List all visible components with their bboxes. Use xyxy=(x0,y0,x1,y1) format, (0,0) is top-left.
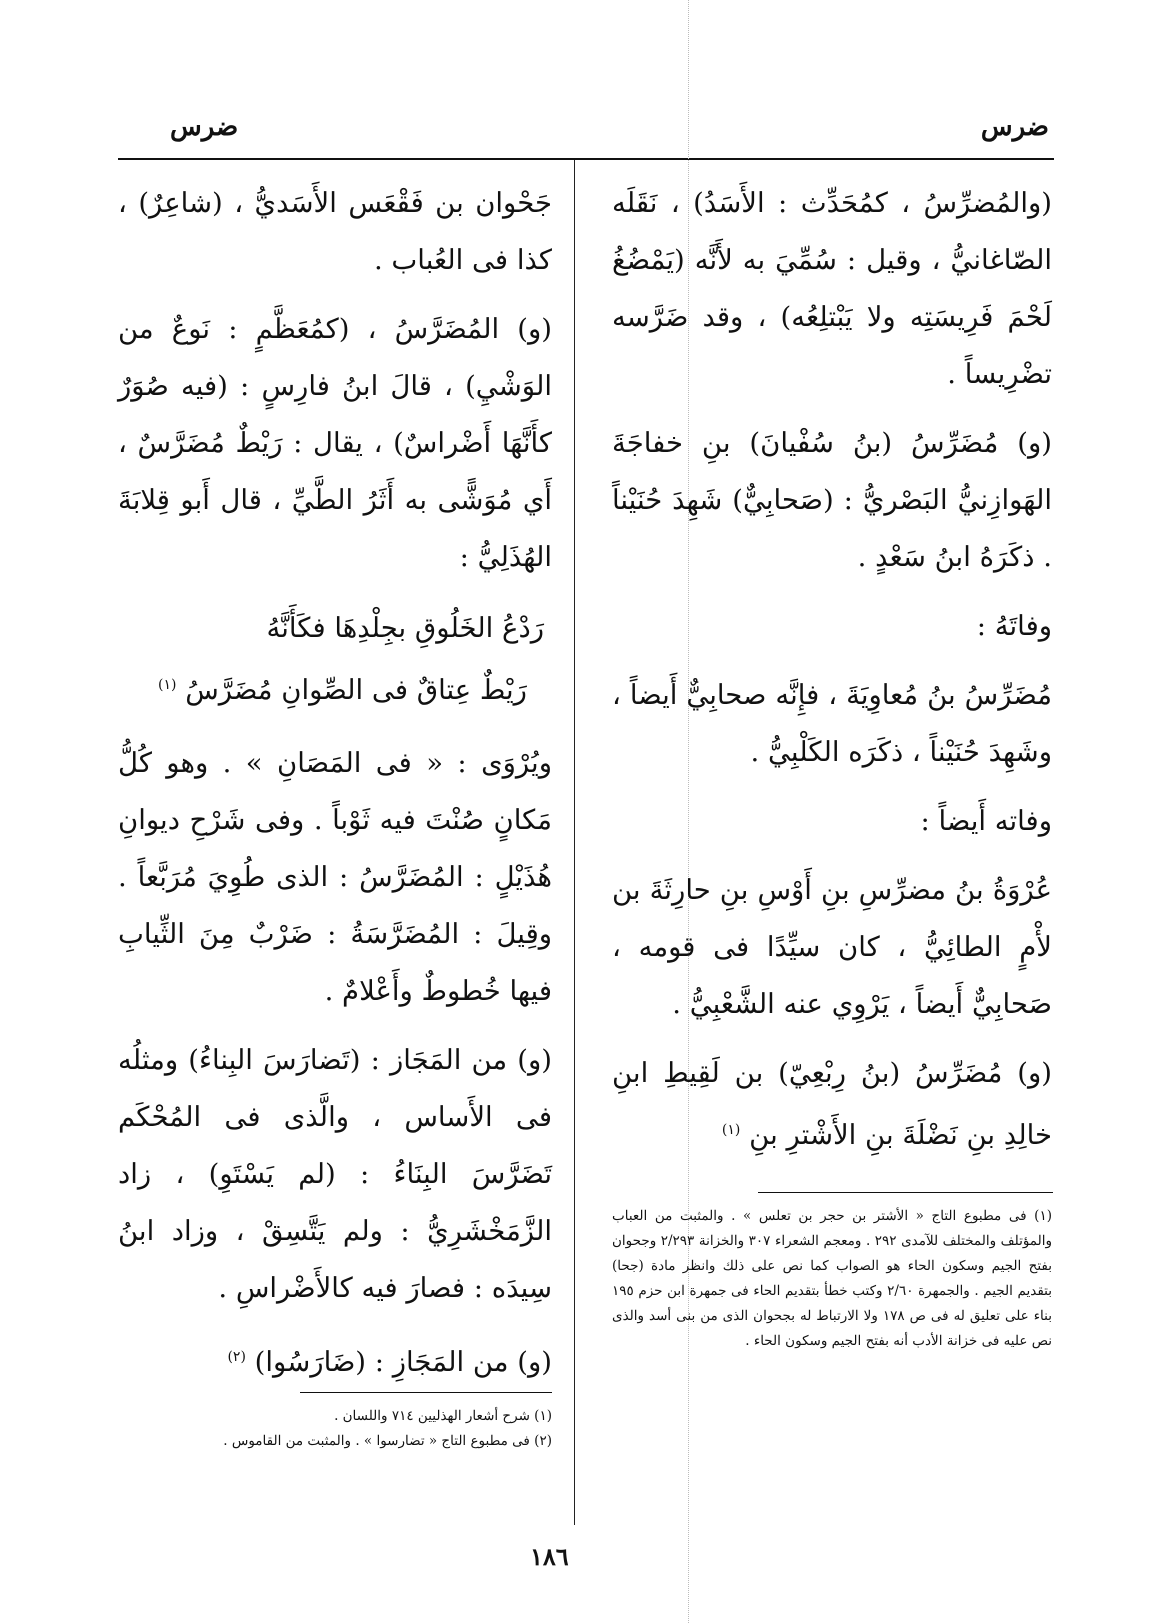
entry-paragraph: ويُرْوَى : « فى المَصَانِ » . وهو كُلُّ مَكانٍ صُنْتَ فيه ثَوْباً . وفى شَرْحِ ديوانِ هُذَيْلٍ : المُضَرَّسُ : الذى طُوِيَ مُرَبَّعاً . وقِيلَ : المُضَرَّسَةُ : ضَرْبٌ مِنَ الثِّيابِ فيها خُطوطٌ وأَعْلامٌ . xyxy=(118,747,552,1008)
footnote: (١) شرح أشعار الهذليين ٧١٤ واللسان . xyxy=(334,1408,552,1424)
footnotes-right xyxy=(612,1204,1052,1354)
entry-paragraph: (و) مُضَرِّسُ (بنُ سُفْيانَ) بنِ خفاجَةَ الهَوازِنيُّ البَصْريُّ : (صَحابِيٌّ) شَهِدَ حُنَيْناً . ذكَرَهُ ابنُ سَعْدٍ . xyxy=(612,427,1052,573)
entry-paragraph xyxy=(118,1329,552,1391)
left-column xyxy=(118,175,552,1391)
footnote: (٢) فى مطبوع التاج « تضارسوا » . والمثبت من القاموس . xyxy=(223,1433,552,1449)
footnote-marker: (١) xyxy=(721,1122,741,1138)
entry-paragraph: مُضَرِّسُ بنُ مُعاوِيَةَ ، فإِنَّه صحابِيٌّ أَيضاً ، وشَهِدَ حُنَيْناً ، ذكَرَه الكَلْبِيُّ . xyxy=(612,679,1052,768)
entry-paragraph: جَحْوان بن فَقْعَس الأَسَديُّ ، (شاعِرٌ) ، كذا فى العُباب . xyxy=(118,187,552,276)
column-divider xyxy=(574,160,575,1525)
footnote-marker: (١) xyxy=(158,677,177,693)
entry-text: (و) مُضَرِّسُ (بنُ رِبْعِيّ) بن لَقِيطِ ابنِ خالِدِ بنِ نَضْلَةَ بنِ الأَشْترِ بنِ xyxy=(612,1057,1052,1152)
footnote-marker: (٢) xyxy=(227,1349,246,1366)
footnote: (١) فى مطبوع التاج « الأشتر بن حجر بن تعلس » . والمثبت من العباب والمؤتلف والمختلف للآمدى ٢٩٢ . ومعجم الشعراء ٣٠٧ والخزانة ٢/٢٩٣ وجحوان بفتح الجيم وسكون الحاء هو الصواب كما نص على ذلك وانظر مادة (جحا) بتقديم الجيم . والجمهرة ٢/٦٠ وكتب خطأ بتقديم الحاء فى جمهرة ابن حزم ١٩٥ بناء على تعليق له فى ص ١٧٨ ولا الارتباط له بجحوان الذى من بنى أسد والذى نص عليه فى خزانة الأدب أنه بفتح الجيم وسكون الحاء . xyxy=(612,1208,1053,1349)
entry-paragraph: وفاتَهُ : xyxy=(976,610,1052,642)
running-head-left: ضرس xyxy=(170,112,239,142)
right-column xyxy=(612,175,1052,1164)
entry-paragraph: (والمُضرِّسُ ، كمُحَدِّث : الأَسَدُ) ، نَقَلَه الصّاغانيُّ ، وقيل : سُمِّيَ به لأَنَّه (يَمْضُغُ لَحْمَ فَرِيسَتِه ولا يَبْتلِعُه) ، وقد ضَرَّسه تضْرِيساً . xyxy=(612,187,1052,390)
running-head-right: ضرس xyxy=(980,112,1049,142)
entry-paragraph: (و) المُضَرَّسُ ، (كمُعَظَّمٍ : نَوعٌ من الوَشْيِ) ، قالَ ابنُ فارِسٍ : (فيه صُوَرٌ كأَنَّهَا أَضْراسٌ) ، يقال : رَيْطٌ مُضَرَّسٌ ، أَي مُوَشًّى به أَثَرُ الطَّيِّ ، قال أَبو قِلابَةَ الهُذَلِيُّ : xyxy=(118,313,552,573)
entry-paragraph: وفاته أَيضاً : xyxy=(920,805,1052,837)
entry-paragraph xyxy=(612,1045,1052,1164)
header-rule xyxy=(118,158,1054,160)
verse-hemistich-text: رَيْطٌ عِتاقٌ فى الصِّوانِ مُضَرَّسُ xyxy=(185,674,527,707)
entry-text: (و) من المَجَازِ : (ضَارَسُوا) xyxy=(254,1346,552,1379)
footnote-rule-right xyxy=(758,1192,1053,1193)
page-number: ١٨٦ xyxy=(530,1542,569,1571)
footnotes-left xyxy=(118,1404,552,1454)
verse-hemistich-first: رَدْعُ الخَلُوقِ بجِلْدِهَا فكَأَنَّهُ xyxy=(266,612,544,644)
poetry-verse xyxy=(118,600,552,719)
verse-hemistich-second xyxy=(118,657,552,719)
footnote-rule-left xyxy=(300,1392,552,1393)
entry-paragraph: (و) من المَجَاز : (تَضارَسَ البِناءُ) ومثلُه فى الأَساس ، والَّذى فى المُحْكَم تَضَرَّسَ البِنَاءُ : (لم يَسْتَوِ) ، زاد الزَّمَخْشَرِيُّ : ولم يَتَّسِقْ ، وزاد ابنُ سِيدَه : فصارَ فيه كالأَضْراسِ . xyxy=(118,1044,552,1305)
entry-paragraph: عُرْوَةُ بنُ مضرِّسِ بنِ أَوْسِ بنِ حارِثَةَ بن لأْمٍ الطائِيُّ ، كان سيِّدًا فى قومه ، صَحابِيٌّ أَيضاً ، يَرْوِي عنه الشَّعْبِيُّ . xyxy=(612,874,1052,1020)
